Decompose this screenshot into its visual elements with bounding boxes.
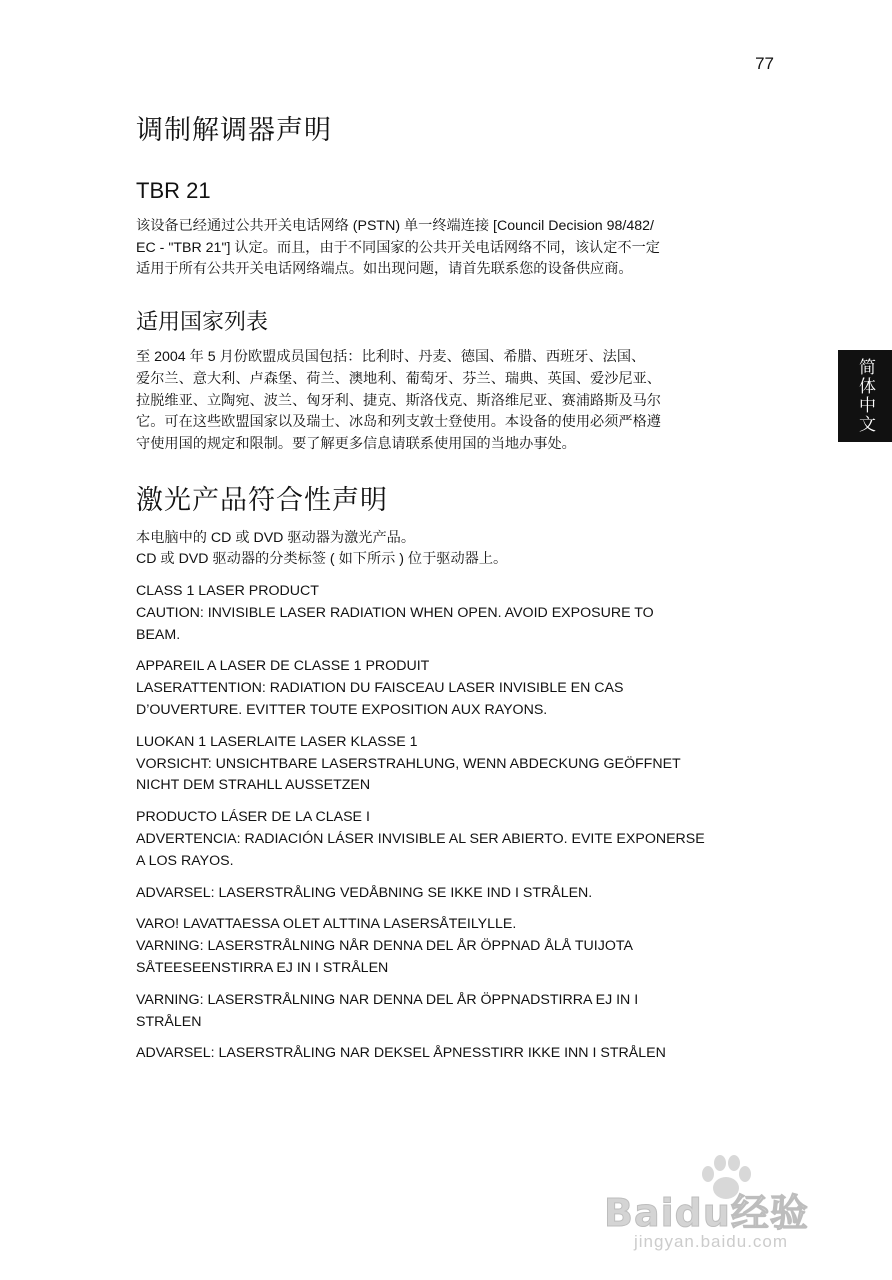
laser-warning-line: VARNING: LASERSTRÅLNING NÅR DENNA DEL ÅR ÖPPNAD ÅLÅ TUIJOTA [136, 938, 633, 955]
laser-warning-block [136, 1043, 776, 1065]
laser-warning-line: CAUTION: INVISIBLE LASER RADIATION WHEN OPEN. AVOID EXPOSURE TO [136, 604, 654, 621]
laser-warning-line: A LOS RAYOS. [136, 852, 234, 869]
laser-warning-line: ADVERTENCIA: RADIACIÓN LÁSER INVISIBLE AL SER ABIERTO. EVITE EXPONERSE [136, 831, 705, 847]
laser-warning-line: LASERATTENTION: RADIATION DU FAISCEAU LASER INVISIBLE EN CAS [136, 680, 624, 697]
laser-warning-block [136, 883, 776, 905]
countries-line: 它。可在这些欧盟国家以及瑞士、冰岛和列支敦士登使用。本设备的使用必须严格遵 [136, 414, 661, 431]
laser-intro [136, 528, 776, 571]
tbr-paragraph [136, 216, 776, 281]
laser-warning-line: ADVARSEL: LASERSTRÅLING VEDÅBNING SE IKKE IND I STRÅLEN. [136, 884, 593, 901]
laser-warning-block [136, 914, 776, 979]
modem-section-title: 调制解调器声明 [136, 115, 332, 145]
laser-warning-line: SÅTEESEENSTIRRA EJ IN I STRÅLEN [136, 959, 389, 976]
laser-warning-line: VARO! LAVATTAESSA OLET ALTTINA LASERSÅTEILYLLE. [136, 916, 517, 933]
side-tab-label: 简体中文 [856, 358, 875, 434]
watermark-url: jingyan.baidu.com [634, 1232, 789, 1251]
laser-warning-line: CLASS 1 LASER PRODUCT [136, 583, 319, 600]
tbr-line: 该设备已经通过公共开关电话网络 (PSTN) 单一终端连接 [Council Decision 98/482/ [136, 218, 654, 234]
tbr-line: 适用于所有公共开关电话网络端点。如出现问题，请首先联系您的设备供应商。 [136, 261, 633, 278]
laser-warning-block [136, 807, 776, 872]
baidu-watermark [604, 1154, 834, 1254]
laser-warning-block [136, 990, 776, 1034]
laser-warning-line: D’OUVERTURE. EVITTER TOUTE EXPOSITION AUX RAYONS. [136, 702, 548, 719]
language-side-tab [838, 350, 892, 442]
laser-warning-block [136, 581, 776, 646]
laser-warning-line: VARNING: LASERSTRÅLNING NAR DENNA DEL ÅR ÖPPNADSTIRRA EJ IN I [136, 991, 639, 1008]
page-number: 77 [755, 54, 774, 73]
tbr-line: EC - "TBR 21"] 认定。而且，由于不同国家的公共开关电话网络不同，该认定不一定 [136, 239, 660, 256]
countries-line: 守使用国的规定和限制。要了解更多信息请联系使用国的当地办事处。 [136, 435, 576, 452]
laser-warning-block [136, 732, 776, 797]
laser-intro-line: 本电脑中的 CD 或 DVD 驱动器为激光产品。 [136, 529, 416, 546]
countries-line: 拉脱维亚、立陶宛、波兰、匈牙利、捷克、斯洛伐克、斯洛维尼亚、赛浦路斯及马尔 [136, 392, 661, 409]
laser-warning-line: VORSICHT: UNSICHTBARE LASERSTRAHLUNG, WENN ABDECKUNG GEÖFFNET [136, 755, 681, 772]
countries-line: 爱尔兰、意大利、卢森堡、荷兰、澳地利、葡萄牙、芬兰、瑞典、英国、爱沙尼亚、 [136, 370, 661, 387]
laser-warning-line: NICHT DEM STRAHLL AUSSETZEN [136, 777, 371, 794]
countries-paragraph [136, 347, 776, 456]
laser-warning-block [136, 656, 776, 721]
laser-section-title: 激光产品符合性声明 [136, 484, 388, 515]
watermark-logo: Baidu经验 [604, 1191, 809, 1235]
countries-line: 至 2004 年 5 月份欧盟成员国包括：比利时、丹麦、德国、希腊、西班牙、法国、 [136, 349, 646, 366]
tbr-heading: TBR 21 [136, 178, 211, 203]
laser-warning-line: APPAREIL A LASER DE CLASSE 1 PRODUIT [136, 658, 430, 675]
laser-warning-line: STRÅLEN [136, 1013, 202, 1030]
laser-intro-line: CD 或 DVD 驱动器的分类标签 ( 如下所示 ) 位于驱动器上。 [136, 551, 508, 568]
laser-warning-line: ADVARSEL: LASERSTRÅLING NAR DEKSEL ÅPNESSTIRR IKKE INN I STRÅLEN [136, 1045, 666, 1062]
page-content [136, 110, 776, 1065]
laser-warning-line: BEAM. [136, 626, 181, 643]
laser-warning-line: LUOKAN 1 LASERLAITE LASER KLASSE 1 [136, 733, 418, 750]
laser-warning-line: PRODUCTO LÁSER DE LA CLASE I [136, 809, 370, 826]
countries-heading: 适用国家列表 [136, 309, 269, 335]
